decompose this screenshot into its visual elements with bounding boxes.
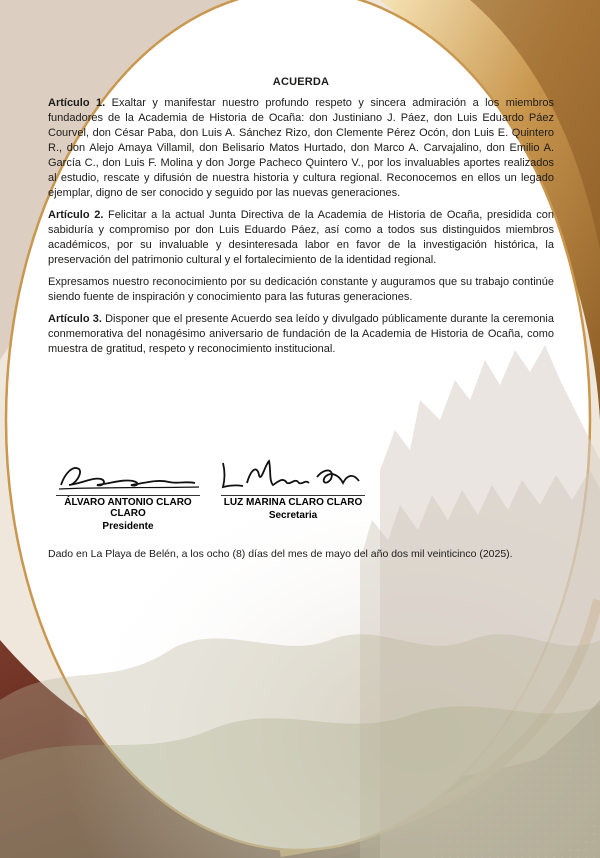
articulo-3 bbox=[48, 312, 554, 357]
date-place-line: Dado en La Playa de Belén, a los ocho (8) días del mes de mayo del año dos mil veinticinco (2025). bbox=[48, 548, 513, 560]
signature-line bbox=[221, 495, 365, 496]
signature-secretaria bbox=[213, 455, 373, 521]
articulo-1 bbox=[48, 96, 554, 201]
handwritten-signature-icon bbox=[53, 455, 203, 495]
articulo-3-label: Artículo 3. bbox=[48, 313, 102, 325]
articulo-2-label: Artículo 2. bbox=[48, 209, 104, 221]
reconocimiento-paragraph: Expresamos nuestro reconocimiento por su dedicación constante y auguramos que su trabajo continúe siendo fuente de inspiración y conocimiento para las futuras generaciones. bbox=[48, 276, 554, 303]
handwritten-signature-icon bbox=[213, 455, 373, 495]
document-body bbox=[48, 76, 554, 364]
signer-name: LUZ MARINA CLARO CLARO bbox=[223, 497, 363, 508]
articulo-2 bbox=[48, 208, 554, 268]
articulo-2-text: Felicitar a la actual Junta Directiva de la Academia de Historia de Ocaña, presidida con sabiduría y compromiso por don Luis Eduardo Páez, así como a todos sus distinguidos miembros académicos, por su invaluable y desinteresada labor en favor de la investigación histórica, la preservación del patrimonio cultural y el fortalecimiento de la identidad regional. bbox=[48, 209, 554, 266]
signer-name: ÁLVARO ANTONIO CLARO CLARO bbox=[64, 497, 192, 519]
signatures-block bbox=[48, 455, 368, 545]
signer-role: Presidente bbox=[102, 521, 154, 532]
articulo-1-label: Artículo 1. bbox=[48, 97, 106, 109]
articulo-3-text: Disponer que el presente Acuerdo sea leído y divulgado públicamente durante la ceremonia conmemorativa del nonagésimo aniversario de fundación de la Academia de Historia de Ocaña, como muestra de gratitud, respeto y reconocimiento institucional. bbox=[48, 313, 554, 355]
articulo-1-text: Exaltar y manifestar nuestro profundo respeto y sincera admiración a los miembros fundadores de la Academia de Historia de Ocaña: don Justiniano J. Páez, don Luis Eduardo Páez Courvel, don César Paba, don Luis A. Sánchez Rizo, don Clemente Pérez Ocón, don Luis E. Quintero R., don Alejo Amaya Villamil, don Belisario Matos Hurtado, don Marco A. Carvajalino, don Emilio A. García C., don Luis F. Molina y don Jorge Pacheco Quintero V., por los invaluables aportes realizados al estudio, rescate y difusión de nuestra historia y cultura regional. Reconocemos en ellos un legado ejemplar, digno de ser conocido y seguido por las nuevas generaciones. bbox=[48, 97, 554, 199]
signature-presidente bbox=[48, 455, 208, 532]
signer-role: Secretaria bbox=[268, 510, 318, 521]
document-heading: ACUERDA bbox=[272, 76, 330, 88]
signature-line bbox=[56, 495, 200, 496]
